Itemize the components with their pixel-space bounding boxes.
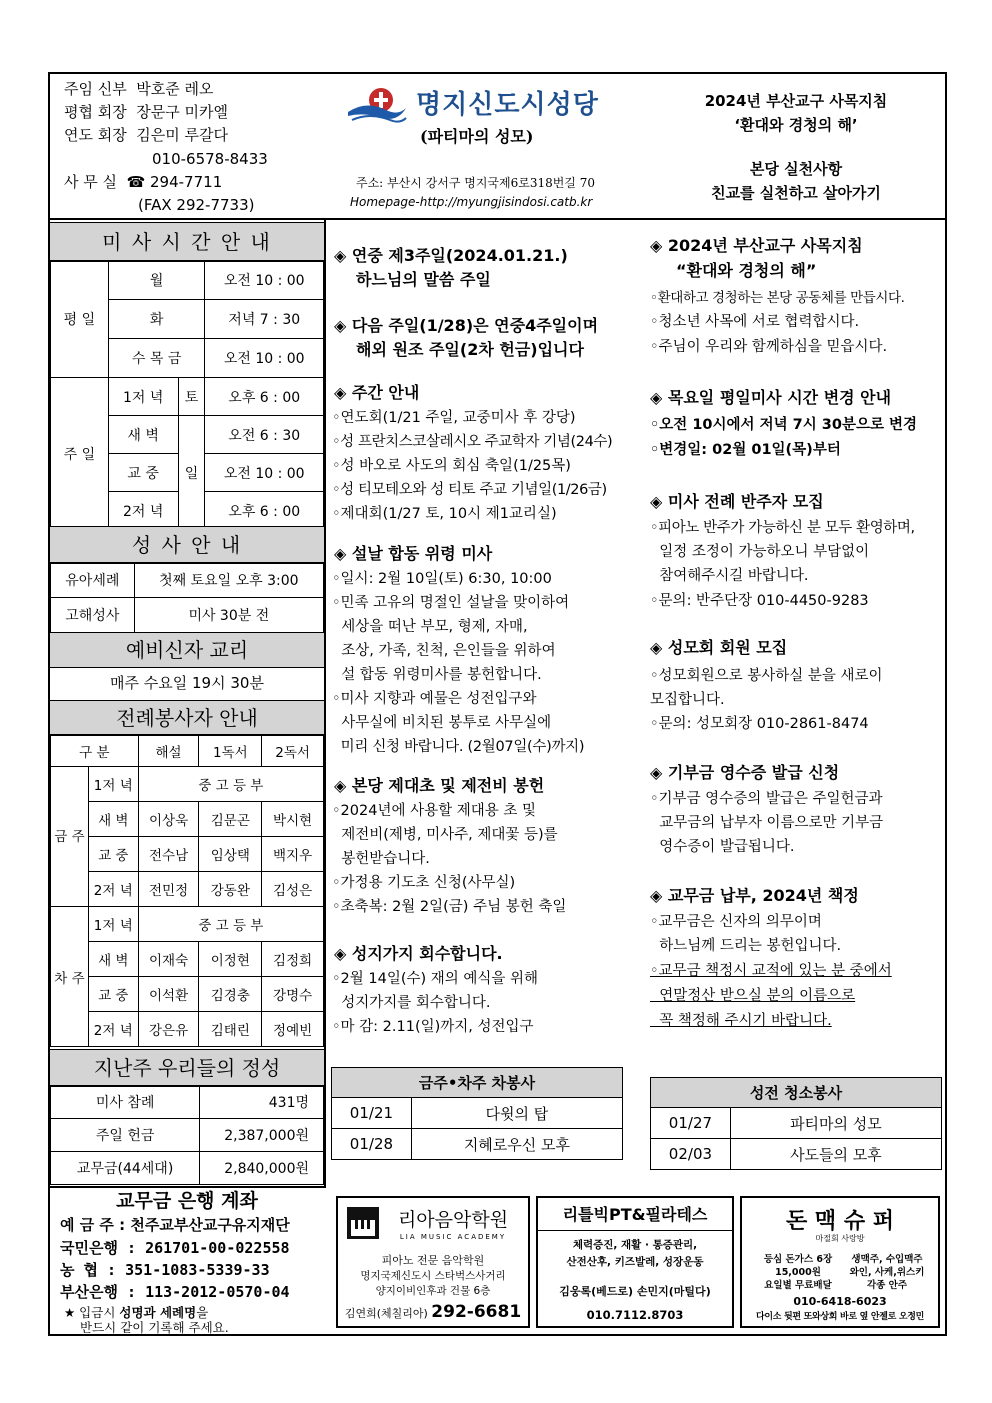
list-item: ◦2월 14일(수) 재의 예식을 위해 (332, 971, 539, 987)
table-cell: 김문곤 (199, 802, 262, 837)
list-item: ◦연도회(1/21 주일, 교중미사 후 강당) (332, 410, 576, 426)
motto-year: 2024년 부산교구 사목지침 (704, 92, 888, 110)
table-cell: 강동완 (199, 872, 262, 907)
mother-title: ◈ 성모회 회원 모집 (650, 638, 788, 657)
offering-name: 주일 헌금 (51, 1119, 200, 1152)
car-service-table (331, 1067, 623, 1160)
ad-music-academy (336, 1196, 530, 1328)
list-item: 봉헌받습니다. (332, 851, 430, 867)
bank-account-kb: 국민은행 : 261701-00-022558 (60, 1239, 290, 1257)
cleaning-name: 사도들의 모후 (730, 1139, 941, 1170)
cleaning-name: 파티마의 성모 (730, 1108, 941, 1139)
staff-council: 평협 회장 장문구 미카엘 (64, 103, 228, 121)
list-item: 모집합니다. (650, 692, 725, 708)
car-service-title: 금주•차주 차봉사 (332, 1068, 623, 1098)
staff-yeondo: 연도 회장 김은미 루갈다 (64, 126, 228, 144)
list-item: ◦초축복: 2월 2일(금) 주님 봉헌 축일 (332, 899, 567, 915)
pork-menu-left: 등심 돈가스 6장 15,000원 요일별 무료배달 (763, 1254, 833, 1291)
thursday-title: ◈ 목요일 평일미사 시간 변경 안내 (650, 388, 892, 407)
table-cell: 김경충 (199, 977, 262, 1012)
candle-title: ◈ 본당 제대초 및 제전비 봉헌 (334, 776, 545, 795)
pork-name: 돈 맥 슈 퍼 (786, 1209, 894, 1234)
pt-line: 산전산후, 키즈발레, 성장운동 (566, 1256, 704, 1268)
car-name: 다윗의 탑 (411, 1098, 622, 1129)
cleaning-date: 02/03 (651, 1139, 731, 1170)
sunday-time: 오전 6 : 30 (205, 416, 324, 454)
list-item: ◦성 프란치스코살레시오 주교학자 기념(24수) (332, 434, 613, 450)
motto-action: 친교를 실천하고 살아가기 (711, 184, 881, 202)
sunday-time: 오후 6 : 00 (205, 378, 324, 416)
sacrament-title: 성 사 안 내 (50, 526, 324, 564)
pt-phone: 010.7112.8703 (586, 1308, 684, 1322)
table-cell: 임상택 (199, 837, 262, 872)
list-item: ◦주님이 우리와 함께하심을 믿읍시다. (650, 339, 888, 355)
receipt-title: ◈ 기부금 영수증 발급 신청 (650, 763, 840, 782)
list-item: 세상을 떠난 부모, 형제, 자매, (332, 619, 528, 635)
servers-header: 1독서 (199, 735, 262, 767)
next-week-label: 차 주 (51, 907, 89, 1047)
servers-header: 구 분 (51, 735, 139, 767)
sacrament-value: 미사 30분 전 (134, 598, 323, 633)
table-row-merged: 중 고 등 부 (138, 907, 323, 942)
table-cell: 김성은 (262, 872, 324, 907)
this-week-label: 금 주 (51, 767, 89, 907)
music-line: 양지이비인후과 건물 6층 (375, 1285, 491, 1297)
dues-title: ◈ 교무금 납부, 2024년 책정 (650, 886, 859, 905)
seollal-title: ◈ 설날 합동 위령 미사 (334, 544, 493, 563)
weekly-title: ◈ 주간 안내 (334, 383, 420, 402)
table-cell: 강은유 (138, 1012, 199, 1047)
table-cell: 이재숙 (138, 942, 199, 977)
weekday-day: 월 (108, 261, 205, 300)
sunday-subtitle: 하느님의 말씀 주일 (356, 270, 491, 289)
weekday-day: 수 목 금 (108, 339, 205, 378)
table-cell: 전민정 (138, 872, 199, 907)
list-item: 하느님께 드리는 봉헌입니다. (650, 938, 842, 954)
list-item-emphasis: 연말정산 받으실 분의 이름으로 (650, 988, 856, 1004)
list-item: ◦마 감: 2.11(일)까지, 성전입구 (332, 1019, 534, 1035)
list-item: ◦문의: 반주단장 010-4450-9283 (650, 593, 869, 609)
weekday-label: 평 일 (51, 261, 109, 378)
catechumen-title: 예비신자 교리 (50, 632, 324, 668)
offering-value: 2,840,000원 (200, 1152, 324, 1185)
cleaning-table (650, 1077, 942, 1170)
sacrament-name: 고해성사 (51, 598, 135, 633)
car-date: 01/21 (332, 1098, 412, 1129)
list-item: 일정 조정이 가능하오니 부담없이 (650, 544, 870, 560)
table-row-mass: 교 중 (88, 977, 138, 1012)
catechumen-value: 매주 수요일 19시 30분 (110, 674, 264, 692)
motto-theme: ‘환대와 경청의 해’ (734, 116, 858, 134)
pt-people: 김웅록(베드로) 손민지(마틸다) (559, 1285, 711, 1298)
list-item: ◦기부금 영수증의 발급은 주일헌금과 (650, 791, 883, 807)
staff-pastor: 주임 신부 박호준 레오 (64, 80, 214, 98)
table-cell: 김정희 (262, 942, 324, 977)
left-column-divider (324, 218, 326, 1188)
sacrament-name: 유아세례 (51, 563, 135, 598)
music-line: 명지국제신도시 스타벅스사거리 (360, 1270, 506, 1282)
list-item-emphasis: 꼭 책정해 주시기 바랍니다. (650, 1013, 832, 1029)
table-cell: 정예빈 (262, 1012, 324, 1047)
list-item: 영수증이 발급됩니다. (650, 839, 795, 855)
list-item: ◦성 바오로 사도의 회심 축일(1/25목) (332, 458, 571, 474)
list-item: ◦오전 10시에서 저녁 7시 30분으로 변경 (650, 417, 918, 433)
table-cell: 이상욱 (138, 802, 199, 837)
church-name: 명지신도시성당 (416, 90, 599, 120)
weekday-day: 화 (108, 300, 205, 339)
servers-header: 해설 (138, 735, 199, 767)
offering-table (50, 1085, 324, 1185)
bank-title: 교무금 은행 계좌 (116, 1190, 258, 1212)
list-item: 사무실에 비치된 봉투로 사무실에 (332, 715, 552, 731)
bank-account-nh: 농 협 : 351-1083-5339-33 (60, 1261, 270, 1279)
organ-title: ◈ 미사 전례 반주자 모집 (650, 492, 824, 511)
list-item: ◦교무금은 신자의 의무이며 (650, 914, 822, 930)
list-item: 설 합동 위령미사를 봉헌합니다. (332, 667, 542, 683)
ad-pork-cutlet (740, 1196, 940, 1328)
cleaning-date: 01/27 (651, 1108, 731, 1139)
list-item: ◦청소년 사목에 서로 협력합시다. (650, 314, 860, 330)
office-phone: 사 무 실 ☎ 294-7711 (64, 173, 223, 191)
list-item: ◦민족 고유의 명절인 설날을 맞이하여 (332, 595, 570, 611)
list-item: 조상, 가족, 친척, 은인들을 위하여 (332, 643, 556, 659)
sunday-mass: 새 벽 (108, 416, 178, 454)
sunday-title: ◈ 연중 제3주일(2024.01.21.) (334, 246, 568, 265)
table-cell: 전수남 (138, 837, 199, 872)
list-item: 성지가지를 회수합니다. (332, 995, 491, 1011)
table-cell: 박시현 (262, 802, 324, 837)
servers-title: 전례봉사자 안내 (50, 700, 324, 736)
saturday-marker: 토 (178, 378, 205, 416)
church-logo-icon (346, 86, 408, 126)
table-row-merged: 중 고 등 부 (138, 767, 323, 802)
car-date: 01/28 (332, 1129, 412, 1160)
church-subtitle: (파티마의 성모) (420, 127, 534, 146)
pt-name: 리틀빅PT&필라테스 (562, 1205, 708, 1224)
pork-sub: 마절회 사랑방 (815, 1234, 865, 1243)
guide-subtitle: “환대와 경청의 해” (676, 261, 817, 280)
offering-name: 미사 참례 (51, 1086, 200, 1119)
music-contact: 김연희(체칠리아) 292-6681 (344, 1302, 522, 1322)
sacrament-table (50, 562, 324, 633)
offering-name: 교무금(44세대) (51, 1152, 200, 1185)
sacrament-value: 첫째 토요일 오후 3:00 (134, 563, 323, 598)
next-sunday-subtitle: 해외 원조 주일(2차 헌금)입니다 (356, 340, 584, 359)
bank-account-busan: 부산은행 : 113-2012-0570-04 (60, 1283, 290, 1301)
pork-menu-right: 생맥주, 수입맥주 와인, 사케,위스키 각종 안주 (849, 1254, 925, 1291)
palm-title: ◈ 성지가지 회수합니다. (334, 944, 503, 963)
sunday-mass: 교 중 (108, 454, 178, 492)
table-row-mass: 교 중 (88, 837, 138, 872)
cleaning-title: 성전 청소봉사 (651, 1078, 942, 1108)
motto-action-title: 본당 실천사항 (749, 160, 843, 178)
church-address: 주소: 부산시 강서구 명지국제6로318번길 70 (356, 176, 595, 190)
sunday-time: 오후 6 : 00 (205, 492, 324, 530)
office-fax: (FAX 292-7733) (138, 196, 255, 214)
church-homepage[interactable]: Homepage-http://myungjisindosi.catb.kr (350, 195, 593, 209)
music-line: 피아노 전문 음악학원 (381, 1254, 485, 1267)
offering-value: 431명 (200, 1086, 324, 1119)
bank-note: ★ 입금시 성명과 세례명을 (64, 1305, 209, 1320)
table-cell: 김태린 (199, 1012, 262, 1047)
table-cell: 이석환 (138, 977, 199, 1012)
bank-note-2: 반드시 같이 기록해 주세요. (80, 1320, 229, 1335)
servers-table (50, 734, 324, 1047)
list-item: 미리 신청 바랍니다. (2월07일(수)까지) (332, 739, 585, 755)
list-item: ◦환대하고 경청하는 본당 공동체를 만듭시다. (650, 290, 905, 306)
ad-pilates (536, 1196, 734, 1328)
list-item: ◦가정용 기도초 신청(사무실) (332, 875, 516, 891)
next-sunday-title: ◈ 다음 주일(1/28)은 연중4주일이며 (334, 316, 599, 335)
bank-holder: 예 금 주 : 천주교부산교구유지재단 (60, 1216, 290, 1234)
sunday-mass: 1저 녁 (108, 378, 178, 416)
mass-schedule-title: 미 사 시 간 안 내 (50, 222, 324, 262)
list-item: ◦제대회(1/27 토, 10시 제1교리실) (332, 506, 557, 522)
table-row-mass: 1저 녁 (88, 767, 138, 802)
servers-header: 2독서 (262, 735, 324, 767)
list-item: ◦피아노 반주가 가능하신 분 모두 환영하며, (650, 520, 915, 536)
piano-icon (346, 1206, 380, 1240)
music-name: 리아음악학원 (397, 1209, 509, 1231)
table-cell: 백지우 (262, 837, 324, 872)
table-cell: 강명수 (262, 977, 324, 1012)
weekday-time: 오전 10 : 00 (205, 339, 324, 378)
list-item: ◦일시: 2월 10일(토) 6:30, 10:00 (332, 571, 552, 587)
list-item: 참여해주시길 바랍니다. (650, 568, 809, 584)
list-item: ◦미사 지향과 예물은 성전입구와 (332, 691, 537, 707)
header-divider (48, 218, 947, 220)
pt-line: 체력증진, 재활 · 통증관리, (572, 1239, 698, 1251)
pork-phone: 010-6418-6023 (793, 1295, 887, 1308)
guide-title: ◈ 2024년 부산교구 사목지침 (650, 236, 863, 255)
table-row-mass: 새 벽 (88, 942, 138, 977)
list-item: ◦문의: 성모회장 010-2861-8474 (650, 716, 869, 732)
table-cell: 이정현 (199, 942, 262, 977)
list-item-emphasis: ◦교무금 책정시 교적에 있는 분 중에서 (650, 963, 892, 979)
list-item: ◦변경일: 02월 01일(목)부터 (650, 442, 841, 458)
pt-divider (538, 1230, 732, 1231)
list-item: ◦2024년에 사용할 제대용 초 및 (332, 803, 536, 819)
table-row-mass: 2저 녁 (88, 872, 138, 907)
list-item: ◦성 티모테오와 성 티토 주교 기념일(1/26금) (332, 482, 607, 498)
offering-value: 2,387,000원 (200, 1119, 324, 1152)
sunday-label: 주 일 (51, 378, 109, 530)
table-row-mass: 새 벽 (88, 802, 138, 837)
list-item: 제전비(제병, 미사주, 제대꽃 등)를 (332, 827, 558, 843)
phone-mobile: 010-6578-8433 (152, 150, 268, 168)
pork-address: 다이소 뒷편 또와상회 바로 옆 안젤로 오정민 (755, 1312, 925, 1322)
sunday-marker: 일 (178, 416, 205, 530)
music-en: LIA MUSIC ACADEMY (399, 1233, 507, 1241)
weekday-time: 저녁 7 : 30 (205, 300, 324, 339)
sunday-mass: 2저 녁 (108, 492, 178, 530)
list-item: 교무금의 납부자 이름으로만 기부금 (650, 815, 884, 831)
table-row-mass: 1저 녁 (88, 907, 138, 942)
offering-title: 지난주 우리들의 정성 (50, 1049, 324, 1087)
car-name: 지혜로우신 모후 (411, 1129, 622, 1160)
sunday-time: 오전 10 : 00 (205, 454, 324, 492)
weekday-time: 오전 10 : 00 (205, 261, 324, 300)
table-row-mass: 2저 녁 (88, 1012, 138, 1047)
mass-schedule-table (50, 260, 324, 530)
list-item: ◦성모회원으로 봉사하실 분을 새로이 (650, 668, 883, 684)
